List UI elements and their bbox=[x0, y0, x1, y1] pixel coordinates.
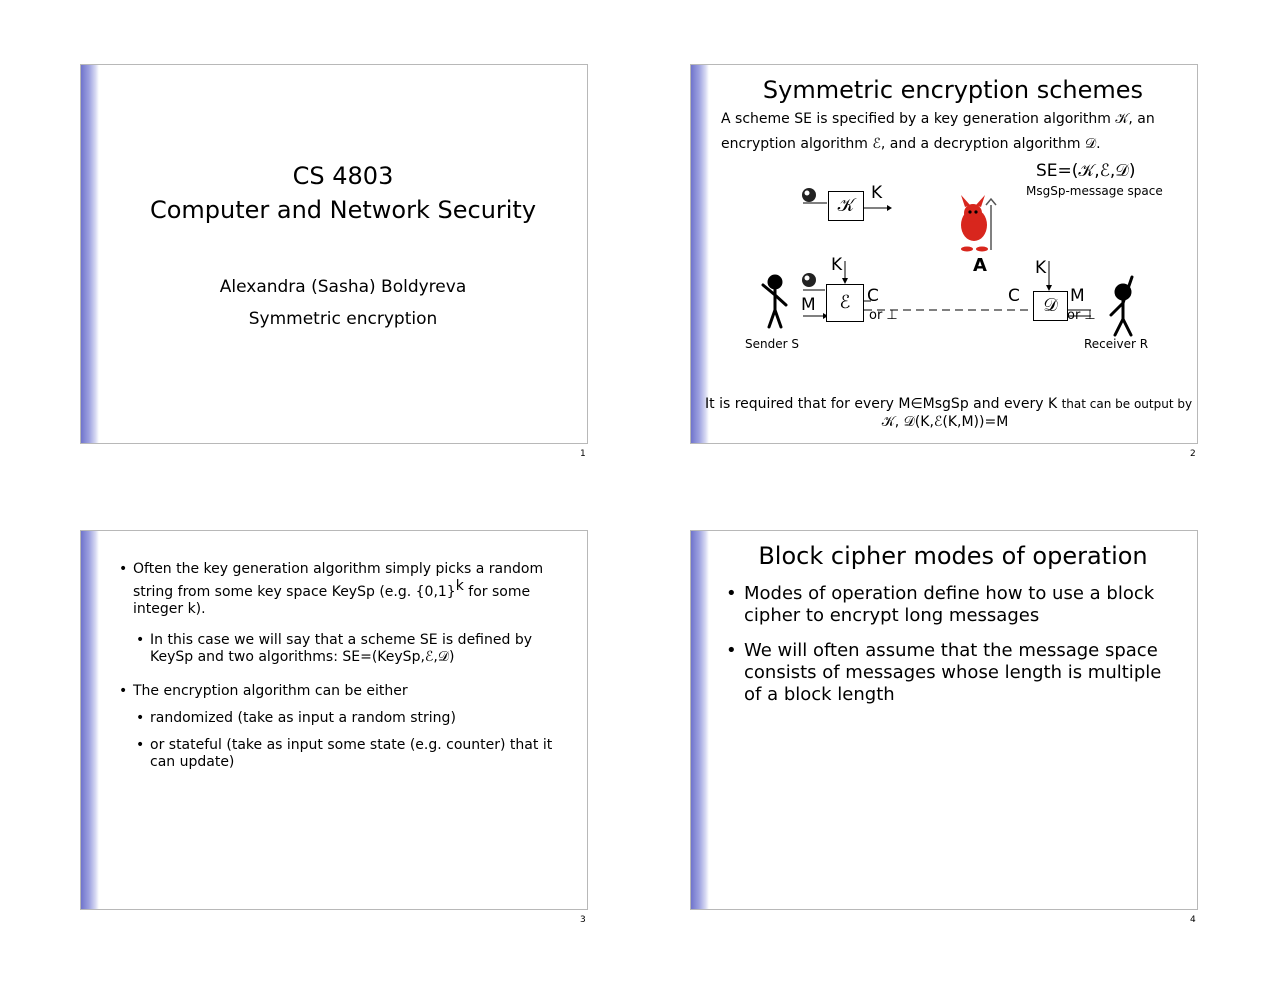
slide-accent-bar bbox=[691, 531, 709, 909]
message-space-label: MsgSp-message space bbox=[1026, 184, 1163, 198]
bullet-text-line: of a block length bbox=[744, 684, 895, 705]
lecture-topic: Symmetric encryption bbox=[248, 309, 438, 329]
author-name: Alexandra (Sasha) Boldyreva bbox=[219, 277, 467, 297]
correctness-equation: 𝒦, 𝒟(K,ℰ(K,M))=M bbox=[881, 414, 1009, 430]
intro-line-1: A scheme SE is specified by a key generation algorithm 𝒦, an bbox=[721, 111, 1155, 127]
bullet-marker: • bbox=[726, 640, 737, 661]
sender-label: Sender S bbox=[745, 337, 799, 351]
bullet-text-line: Often the key generation algorithm simply picks a random bbox=[133, 561, 544, 577]
bullet-marker: • bbox=[119, 683, 128, 699]
encryption-box: ℰ bbox=[826, 284, 864, 322]
encryption-diagram bbox=[691, 65, 1198, 444]
intro-line-2: encryption algorithm ℰ, and a decryption algorithm 𝒟. bbox=[721, 136, 1101, 152]
key-generation-box: 𝒦 bbox=[828, 191, 864, 221]
slide-1 bbox=[80, 64, 588, 444]
sender-figure bbox=[763, 276, 786, 327]
bullet-text-line: Modes of operation define how to use a block bbox=[744, 583, 1155, 604]
slide-accent-bar bbox=[81, 531, 99, 909]
sub-bullet-stateful bbox=[136, 737, 580, 771]
bullet-text-line: In this case we will say that a scheme SE is defined by bbox=[150, 632, 532, 648]
receiver-label: Receiver R bbox=[1084, 337, 1149, 351]
bullet-encryption-types bbox=[119, 683, 573, 700]
bullet-text-line: cipher to encrypt long messages bbox=[744, 605, 1040, 626]
slide-4 bbox=[690, 530, 1198, 910]
sub-bullet-scheme-definition bbox=[136, 632, 580, 666]
slide-2 bbox=[690, 64, 1198, 444]
bullet-text-line: integer k). bbox=[133, 601, 206, 617]
bullet-text-line: string from some key space KeySp (e.g. $\{0,1\}^k$ for some bbox=[133, 578, 531, 600]
receiver-figure bbox=[1111, 277, 1132, 335]
bullet-marker: • bbox=[136, 710, 145, 726]
bullet-marker: • bbox=[136, 737, 145, 753]
bullet-text-line: can update) bbox=[150, 754, 235, 770]
bullet-text-line: or stateful (take as input some state (e.g. counter) that it bbox=[150, 737, 553, 753]
bullet-text-line: We will often assume that the message space bbox=[744, 640, 1158, 661]
arrowhead bbox=[887, 205, 892, 211]
bullet-modes-definition bbox=[726, 583, 1184, 627]
slide-4-title: Block cipher modes of operation bbox=[758, 542, 1148, 570]
slide-1-author-block bbox=[99, 271, 587, 335]
bullet-text-line: randomized (take as input a random string) bbox=[150, 710, 456, 726]
page-number-4: 4 bbox=[1190, 915, 1196, 925]
slide-accent-bar bbox=[81, 65, 99, 443]
devil-adversary-icon bbox=[961, 195, 996, 252]
superscript-k: k bbox=[455, 578, 464, 594]
bullet-text-line: The encryption algorithm can be either bbox=[133, 683, 408, 699]
random-coins-icon bbox=[802, 188, 816, 202]
bullet-key-generation bbox=[119, 561, 573, 618]
bullet-message-space-assumption bbox=[726, 640, 1184, 706]
bullet-marker: • bbox=[726, 583, 737, 604]
slide-3 bbox=[80, 530, 588, 910]
adversary-label: A bbox=[973, 255, 987, 276]
correctness-requirement bbox=[705, 395, 1198, 413]
page-number-1: 1 bbox=[580, 449, 586, 459]
dec-key-label: K bbox=[1035, 258, 1047, 278]
decryption-box: 𝒟 bbox=[1033, 291, 1068, 321]
page-number-2: 2 bbox=[1190, 449, 1196, 459]
message-out-label: M bbox=[1070, 286, 1085, 306]
course-code: CS 4803 bbox=[292, 162, 394, 190]
bullet-marker: • bbox=[119, 561, 128, 577]
ciphertext-in-label: C bbox=[1008, 286, 1020, 306]
message-label: M bbox=[801, 295, 816, 315]
key-output-label: K bbox=[871, 183, 883, 203]
bullet-text-line: consists of messages whose length is multiple bbox=[744, 662, 1162, 683]
slide-2-title: Symmetric encryption schemes bbox=[762, 76, 1144, 104]
random-coins-icon bbox=[802, 273, 816, 287]
bullet-text-line: KeySp and two algorithms: SE=(KeySp,ℰ,𝒟) bbox=[150, 649, 455, 665]
dec-or-bottom-label: or ⊥ bbox=[1067, 308, 1096, 323]
ciphertext-out-label: C bbox=[867, 286, 879, 306]
sub-bullet-randomized bbox=[136, 710, 580, 727]
requirement-text-b: that can be output by bbox=[1061, 397, 1193, 411]
scheme-definition: SE=(𝒦,ℰ,𝒟) bbox=[1036, 161, 1136, 181]
bullet-marker: • bbox=[136, 632, 145, 648]
course-name: Computer and Network Security bbox=[149, 196, 537, 224]
page-number-3: 3 bbox=[580, 915, 586, 925]
slide-1-title bbox=[99, 159, 587, 227]
requirement-text-a: It is required that for every M∈MsgSp and every K bbox=[705, 396, 1062, 412]
enc-or-bottom-label: or ⊥ bbox=[869, 308, 898, 323]
enc-key-label: K bbox=[831, 255, 843, 275]
